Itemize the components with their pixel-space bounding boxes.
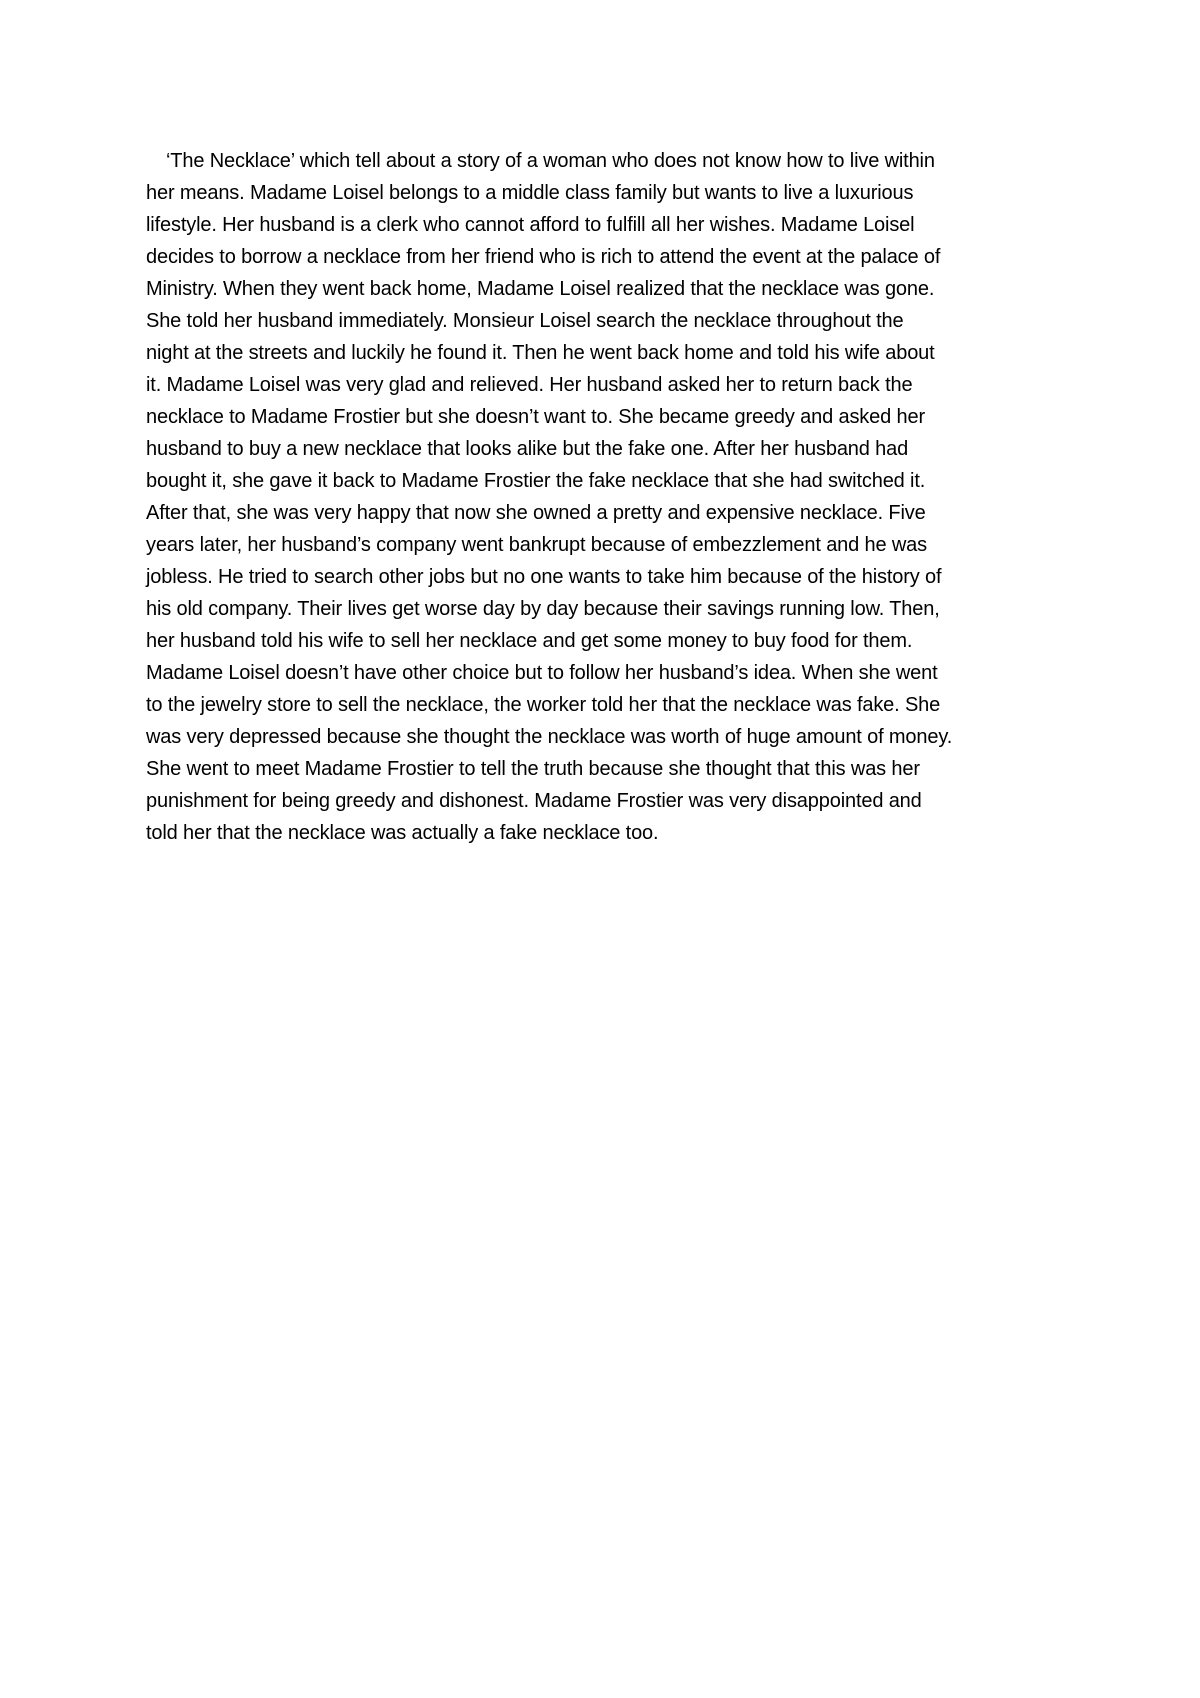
paragraph-line: was very depressed because she thought the necklace was worth of huge amount of money. (146, 726, 953, 748)
paragraph-line: Madame Loisel doesn’t have other choice but to follow her husband’s idea. When she went (146, 662, 938, 684)
paragraph-line: punishment for being greedy and dishonest. Madame Frostier was very disappointed and (146, 790, 922, 812)
paragraph-line: She went to meet Madame Frostier to tell the truth because she thought that this was her (146, 758, 920, 780)
paragraph-line: She told her husband immediately. Monsieur Loisel search the necklace throughout the (146, 310, 904, 332)
paragraph-line: years later, her husband’s company went bankrupt because of embezzlement and he was (146, 534, 927, 556)
paragraph-line: her means. Madame Loisel belongs to a middle class family but wants to live a luxurious (146, 182, 914, 204)
paragraph-line: his old company. Their lives get worse day by day because their savings running low. Then, (146, 598, 940, 620)
paragraph-line: night at the streets and luckily he found it. Then he went back home and told his wife about (146, 342, 935, 364)
paragraph-line: bought it, she gave it back to Madame Frostier the fake necklace that she had switched it. (146, 470, 926, 492)
paragraph-line: to the jewelry store to sell the necklace, the worker told her that the necklace was fake. She (146, 694, 941, 716)
paragraph-line: it. Madame Loisel was very glad and relieved. Her husband asked her to return back the (146, 374, 913, 396)
paragraph-line: told her that the necklace was actually a fake necklace too. (146, 822, 659, 844)
paragraph-line: husband to buy a new necklace that looks alike but the fake one. After her husband had (146, 438, 909, 460)
paragraph-line: necklace to Madame Frostier but she doesn’t want to. She became greedy and asked her (146, 406, 925, 428)
paragraph-line: decides to borrow a necklace from her friend who is rich to attend the event at the palace of (146, 246, 941, 268)
body-paragraph (146, 145, 1064, 849)
paragraph-line: After that, she was very happy that now she owned a pretty and expensive necklace. Five (146, 502, 926, 524)
paragraph-line: Ministry. When they went back home, Madame Loisel realized that the necklace was gone. (146, 278, 935, 300)
paragraph-line: ‘The Necklace’ which tell about a story of a woman who does not know how to live within (166, 150, 935, 172)
paragraph-line: jobless. He tried to search other jobs but no one wants to take him because of the history of (146, 566, 942, 588)
paragraph-line: her husband told his wife to sell her necklace and get some money to buy food for them. (146, 630, 913, 652)
paragraph-line: lifestyle. Her husband is a clerk who cannot afford to fulfill all her wishes. Madame Loisel (146, 214, 915, 236)
